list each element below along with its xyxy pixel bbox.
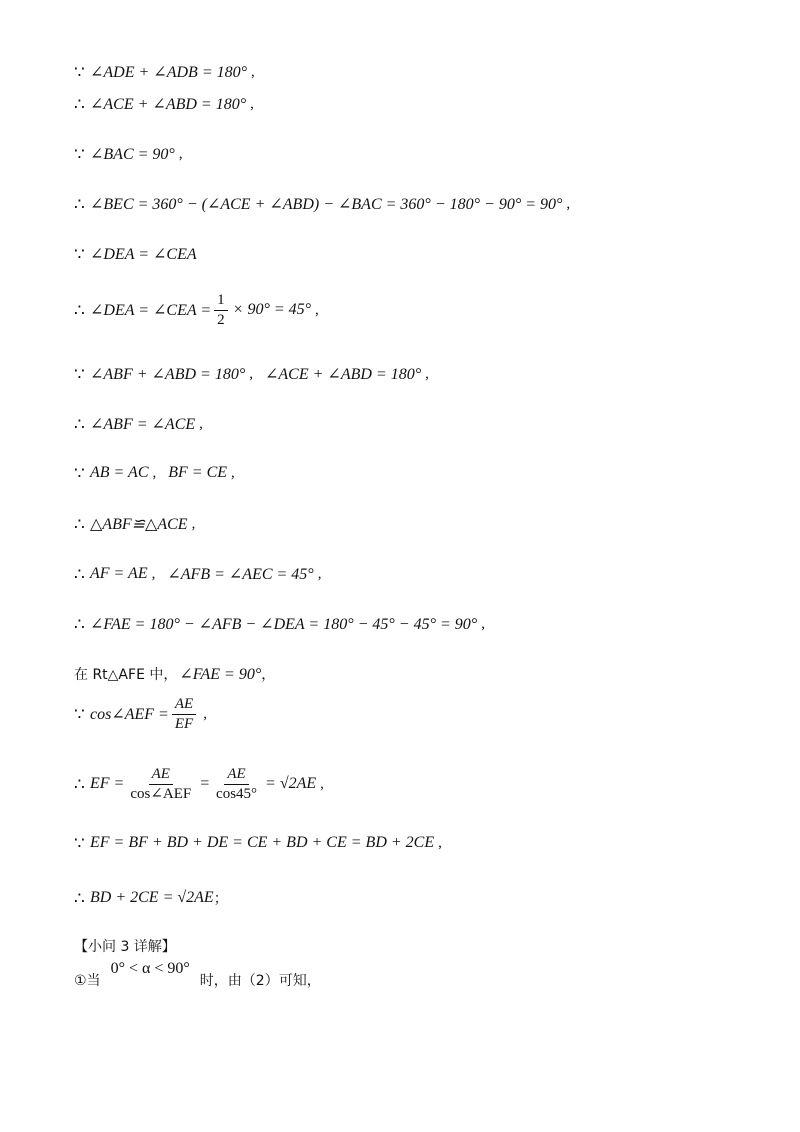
therefore-symbol: ∴ <box>74 774 85 794</box>
therefore-symbol: ∴ <box>74 614 85 634</box>
equation: AF = AE <box>90 565 148 582</box>
because-symbol: ∵ <box>74 364 85 384</box>
proof-line-14 <box>74 696 207 732</box>
proof-line-12 <box>74 614 485 634</box>
punctuation: , <box>203 705 207 722</box>
because-symbol: ∵ <box>74 463 85 483</box>
proof-line-3 <box>74 144 183 164</box>
equation: ∠FAE = 180° − ∠AFB − ∠DEA = 180° − 45° − 45° = 90° <box>90 616 478 633</box>
fraction <box>214 292 228 328</box>
because-symbol: ∵ <box>74 704 85 724</box>
proof-line-6 <box>74 292 319 328</box>
therefore-symbol: ∴ <box>74 194 85 214</box>
punctuation: , <box>315 301 319 318</box>
punctuation: , <box>231 464 235 481</box>
equation-part: ∠DEA = ∠CEA = <box>90 302 212 319</box>
punctuation: , <box>178 145 183 162</box>
proof-line-10 <box>74 514 195 534</box>
because-symbol: ∵ <box>74 62 85 82</box>
therefore-symbol: ∴ <box>74 300 85 320</box>
equation: AB = AC <box>90 464 149 481</box>
fraction-numerator: AE <box>224 766 248 785</box>
equation: ∠ABF + ∠ABD = 180° <box>90 366 246 383</box>
proof-line-16 <box>74 834 442 852</box>
equation: ∠ACE + ∠ABD = 180° <box>264 366 422 383</box>
context-prefix: 在 Rt△AFE 中， <box>74 667 178 683</box>
punctuation: , <box>566 195 571 212</box>
equation: ∠ABF = ∠ACE <box>90 416 196 433</box>
proof-line-1 <box>74 62 255 82</box>
equation-part: = √2AE <box>265 775 317 792</box>
equation: ∠ADE + ∠ADB = 180° <box>90 64 248 81</box>
therefore-symbol: ∴ <box>74 888 85 908</box>
condition-prefix: ①当 <box>74 973 101 989</box>
fraction <box>213 766 260 802</box>
proof-line-8 <box>74 414 203 434</box>
because-symbol: ∵ <box>74 244 85 264</box>
because-symbol: ∵ <box>74 144 85 164</box>
punctuation: ， <box>261 667 276 683</box>
fraction-denominator: 2 <box>217 311 225 328</box>
punctuation: , <box>320 775 324 792</box>
punctuation: , <box>152 464 157 481</box>
proof-line-11 <box>74 564 321 584</box>
equation: ∠BAC = 90° <box>90 146 175 163</box>
punctuation: , <box>251 63 255 80</box>
equation: ∠BEC = 360° − (∠ACE + ∠ABD) − ∠BAC = 360° − 180° − 90° = 90° <box>90 196 563 213</box>
punctuation: , <box>250 95 254 112</box>
proof-line-17 <box>74 888 228 908</box>
therefore-symbol: ∴ <box>74 414 85 434</box>
proof-line-13 <box>74 664 275 684</box>
proof-line-9 <box>74 464 235 482</box>
punctuation: , <box>191 515 196 532</box>
section-header <box>74 936 176 956</box>
fraction-numerator: 1 <box>214 292 228 311</box>
therefore-symbol: ∴ <box>74 94 85 114</box>
fraction <box>127 766 194 802</box>
congruence-statement: △ABF≌△ACE <box>90 516 188 533</box>
last-line <box>74 960 321 990</box>
proof-line-4 <box>74 194 570 214</box>
section-header-text: 【小问 3 详解】 <box>74 939 176 955</box>
equation-part: cos∠AEF = <box>90 706 169 723</box>
equation: BF = CE <box>168 464 228 481</box>
proof-line-15 <box>74 766 324 802</box>
punctuation: ； <box>213 891 228 907</box>
equation-part: = <box>199 775 211 792</box>
proof-line-2 <box>74 94 254 114</box>
punctuation: , <box>438 834 442 851</box>
fraction <box>172 696 196 732</box>
equation: BD + 2CE = √2AE <box>90 889 214 906</box>
therefore-symbol: ∴ <box>74 564 85 584</box>
equation: ∠ACE + ∠ABD = 180° <box>90 96 247 113</box>
punctuation: , <box>425 365 429 382</box>
fraction-denominator: cos∠AEF <box>130 785 192 802</box>
proof-line-5 <box>74 244 197 264</box>
fraction-numerator: AE <box>172 696 196 715</box>
equation: EF = BF + BD + DE = CE + BD + CE = BD + 2CE <box>90 834 435 851</box>
punctuation: , <box>151 565 156 582</box>
condition-math: 0° < α < 90° <box>110 960 190 977</box>
condition-suffix: 时，由（2）可知， <box>199 973 321 989</box>
equation: ∠AFB = ∠AEC = 45° <box>167 566 314 583</box>
fraction-denominator: EF <box>174 715 194 732</box>
equation-part: EF = <box>90 775 125 792</box>
fraction-denominator: cos45° <box>216 785 258 802</box>
equation-part: × 90° = 45° <box>232 301 312 318</box>
proof-line-7 <box>74 364 429 384</box>
therefore-symbol: ∴ <box>74 514 85 534</box>
equation: ∠DEA = ∠CEA <box>90 246 197 263</box>
punctuation: , <box>481 615 485 632</box>
because-symbol: ∵ <box>74 833 85 853</box>
equation: ∠FAE = 90° <box>179 666 262 683</box>
fraction-numerator: AE <box>149 766 173 785</box>
punctuation: , <box>317 565 322 582</box>
punctuation: , <box>249 365 253 382</box>
punctuation: , <box>199 415 203 432</box>
